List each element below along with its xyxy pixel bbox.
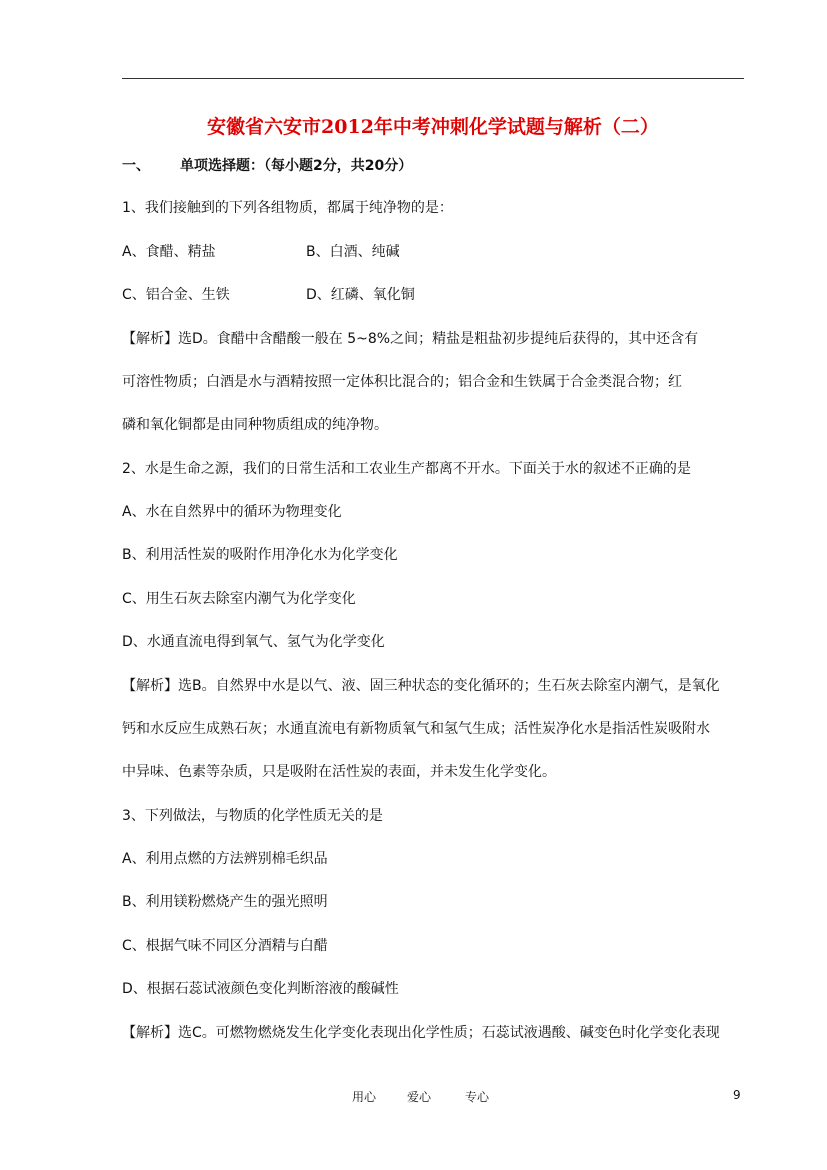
q2-option-a: A、水在自然界中的循环为物理变化 bbox=[122, 504, 342, 520]
q2-analysis-line: 【解析】选B。自然界中水是以气、液、固三种状态的变化循环的；生石灰去除室内潮气，是氧化 bbox=[122, 678, 720, 694]
q3-option-d: D、根据石蕊试液颜色变化判断溶液的酸碱性 bbox=[122, 981, 399, 997]
q1-options-row-2 bbox=[122, 285, 415, 305]
section-label: 单项选择题：（每小题2分，共20分） bbox=[180, 158, 413, 174]
q1-analysis-line: 可溶性物质；白酒是水与酒精按照一定体积比混合的；铝合金和生铁属于合金类混合物；红 bbox=[122, 374, 682, 390]
q2-analysis-line: 中异味、色素等杂质，只是吸附在活性炭的表面，并未发生化学变化。 bbox=[122, 764, 556, 780]
q1-option-a: A、食醋、精盐 bbox=[122, 244, 216, 260]
document-title: 安徽省六安市2012年中考冲刺化学试题与解析（二） bbox=[207, 116, 659, 138]
footer-middle: 爱心 bbox=[407, 1090, 432, 1104]
q1-stem: 1、我们接触到的下列各组物质，都属于纯净物的是： bbox=[122, 200, 453, 216]
section-number: 一、 bbox=[122, 158, 150, 174]
q3-option-c: C、根据气味不同区分酒精与白醋 bbox=[122, 938, 328, 954]
q2-option-c: C、用生石灰去除室内潮气为化学变化 bbox=[122, 591, 356, 607]
q3-option-a: A、利用点燃的方法辨别棉毛织品 bbox=[122, 851, 328, 867]
q3-option-b: B、利用镁粉燃烧产生的强光照明 bbox=[122, 894, 328, 910]
q2-option-b: B、利用活性炭的吸附作用净化水为化学变化 bbox=[122, 547, 398, 563]
footer-left: 用心 bbox=[352, 1090, 377, 1104]
q3-analysis-line: 【解析】选C。可燃物燃烧发生化学变化表现出化学性质；石蕊试液遇酸、碱变色时化学变化表现 bbox=[122, 1025, 720, 1041]
q2-analysis-line: 钙和水反应生成熟石灰；水通直流电有新物质氧气和氢气生成；活性炭净化水是指活性炭吸附水 bbox=[122, 721, 710, 737]
q1-option-b: B、白酒、纯碱 bbox=[306, 244, 400, 260]
q2-option-d: D、水通直流电得到氧气、氢气为化学变化 bbox=[122, 634, 385, 650]
q1-option-d: D、红磷、氧化铜 bbox=[306, 287, 415, 303]
header-rule bbox=[122, 78, 744, 79]
q1-analysis-line: 【解析】选D。食醋中含醋酸一般在 5~8%之间；精盐是粗盐初步提纯后获得的，其中还含有 bbox=[122, 331, 699, 347]
section-heading bbox=[122, 156, 412, 176]
q1-options-row-1 bbox=[122, 242, 400, 262]
q2-stem: 2、水是生命之源，我们的日常生活和工农业生产都离不开水。下面关于水的叙述不正确的是 bbox=[122, 461, 691, 477]
q1-option-c: C、铝合金、生铁 bbox=[122, 287, 230, 303]
q1-analysis-line: 磷和氧化铜都是由同种物质组成的纯净物。 bbox=[122, 417, 388, 433]
page-number: 9 bbox=[733, 1088, 741, 1102]
footer-right: 专心 bbox=[465, 1090, 490, 1104]
q3-stem: 3、下列做法，与物质的化学性质无关的是 bbox=[122, 808, 383, 824]
